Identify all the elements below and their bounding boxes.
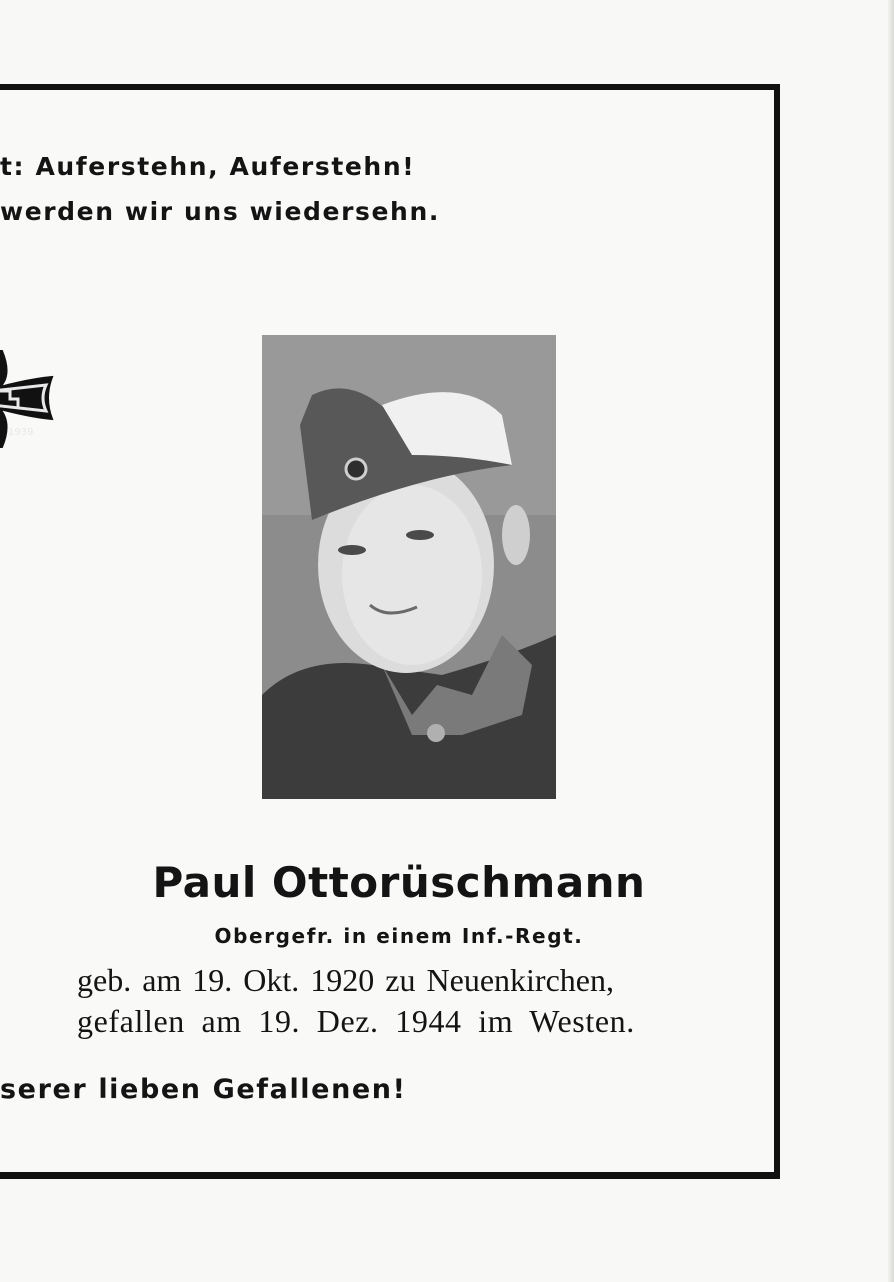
- deceased-rank: Obergefr. in einem Inf.-Regt.: [214, 924, 584, 948]
- closing-line: serer lieben Gefallenen!: [0, 1074, 407, 1105]
- verse-line-2: werden wir uns wiedersehn.: [0, 197, 440, 226]
- deceased-name: Paul Ottorüschmann: [152, 858, 646, 907]
- portrait-photo: [262, 335, 556, 799]
- cross-year: 1939: [8, 427, 34, 438]
- death-line: gefallen am 19. Dez. 1944 im Westen.: [77, 1003, 635, 1039]
- card-edge-shadow: [888, 0, 894, 1282]
- verse-line-1: t: Auferstehn, Auferstehn!: [0, 152, 416, 181]
- iron-cross-icon: [0, 343, 56, 453]
- birth-line: geb. am 19. Okt. 1920 zu Neuenkirchen,: [77, 962, 614, 998]
